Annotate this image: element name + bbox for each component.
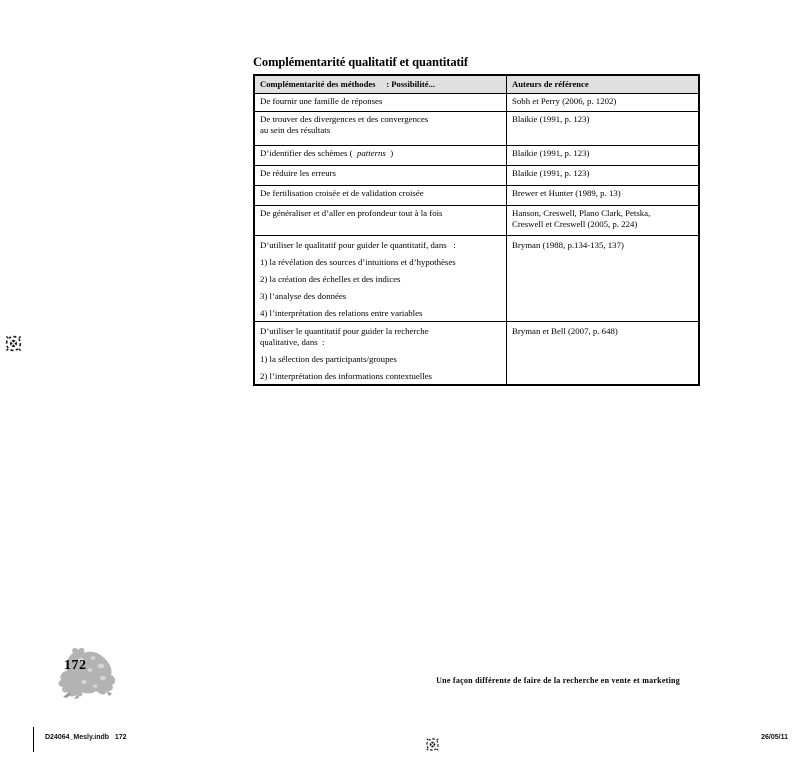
authors-text: Hanson, Creswell, Plano Clark, Petska, bbox=[512, 208, 651, 218]
method-text: D’identifier des schèmes ( patterns ) bbox=[260, 148, 394, 158]
table-row bbox=[255, 321, 698, 384]
table-header-row bbox=[255, 76, 698, 93]
authors-text: Bryman (1988, p.134-135, 137) bbox=[512, 240, 624, 250]
registration-mark-icon bbox=[420, 732, 444, 756]
crop-mark bbox=[33, 727, 34, 752]
authors-text: Blaikie (1991, p. 123) bbox=[512, 148, 590, 158]
page-number: 172 bbox=[64, 658, 87, 673]
method-text: De trouver des divergences et des convergences bbox=[260, 114, 429, 124]
print-file-label: D24064_Mesly.indb 172 bbox=[45, 734, 127, 741]
table-row bbox=[255, 111, 698, 145]
column-header-methods: Complémentarité des méthodes : Possibilité... bbox=[255, 76, 507, 93]
method-text: De généraliser et d’aller en profondeur tout à la fois bbox=[260, 208, 443, 218]
table-row bbox=[255, 145, 698, 165]
authors-text: Bryman et Bell (2007, p. 648) bbox=[512, 326, 618, 336]
authors-text: Sobh et Perry (2006, p. 1202) bbox=[512, 96, 617, 106]
method-text: De fournir une famille de réponses bbox=[260, 96, 383, 106]
method-text: De fertilisation croisée et de validation croisée bbox=[260, 188, 424, 198]
method-text: qualitative, dans : bbox=[260, 337, 325, 347]
italic-term: patterns bbox=[356, 148, 386, 158]
column-header-authors: Auteurs de référence bbox=[512, 79, 589, 89]
method-list-item: 2) la création des échelles et des indices bbox=[260, 274, 401, 284]
table-row bbox=[255, 93, 698, 111]
method-text: D’utiliser le quantitatif pour guider la recherche bbox=[260, 326, 429, 336]
method-list-item: 2) l’interprétation des informations contextuelles bbox=[260, 371, 432, 381]
running-footer-title: Une façon différente de faire de la recherche en vente et marketing bbox=[436, 676, 680, 685]
authors-text: Blaikie (1991, p. 123) bbox=[512, 168, 590, 178]
table-row bbox=[255, 165, 698, 185]
method-list-item: 1) la sélection des participants/groupes bbox=[260, 354, 397, 364]
authors-text: Blaikie (1991, p. 123) bbox=[512, 114, 590, 124]
table-row bbox=[255, 205, 698, 235]
method-list-item: 4) l’interprétation des relations entre variables bbox=[260, 308, 423, 318]
method-list-item: 3) l’analyse des données bbox=[260, 291, 347, 301]
complementarity-table bbox=[253, 74, 700, 386]
registration-mark-icon bbox=[0, 329, 28, 359]
authors-text: Creswell et Creswell (2005, p. 224) bbox=[512, 219, 638, 229]
authors-text: Brewer et Hunter (1989, p. 13) bbox=[512, 188, 621, 198]
section-title: Complémentarité qualitatif et quantitatif bbox=[253, 55, 468, 69]
table-row bbox=[255, 235, 698, 321]
method-text: De réduire les erreurs bbox=[260, 168, 336, 178]
print-date-stamp: 26/05/11 bbox=[761, 734, 788, 741]
method-list-item: 1) la révélation des sources d’intuitions et d’hypothèses bbox=[260, 257, 456, 267]
method-text: au sein des résultats bbox=[260, 125, 331, 135]
table-row bbox=[255, 185, 698, 205]
method-text: D’utiliser le qualitatif pour guider le quantitatif, dans : bbox=[260, 240, 456, 250]
